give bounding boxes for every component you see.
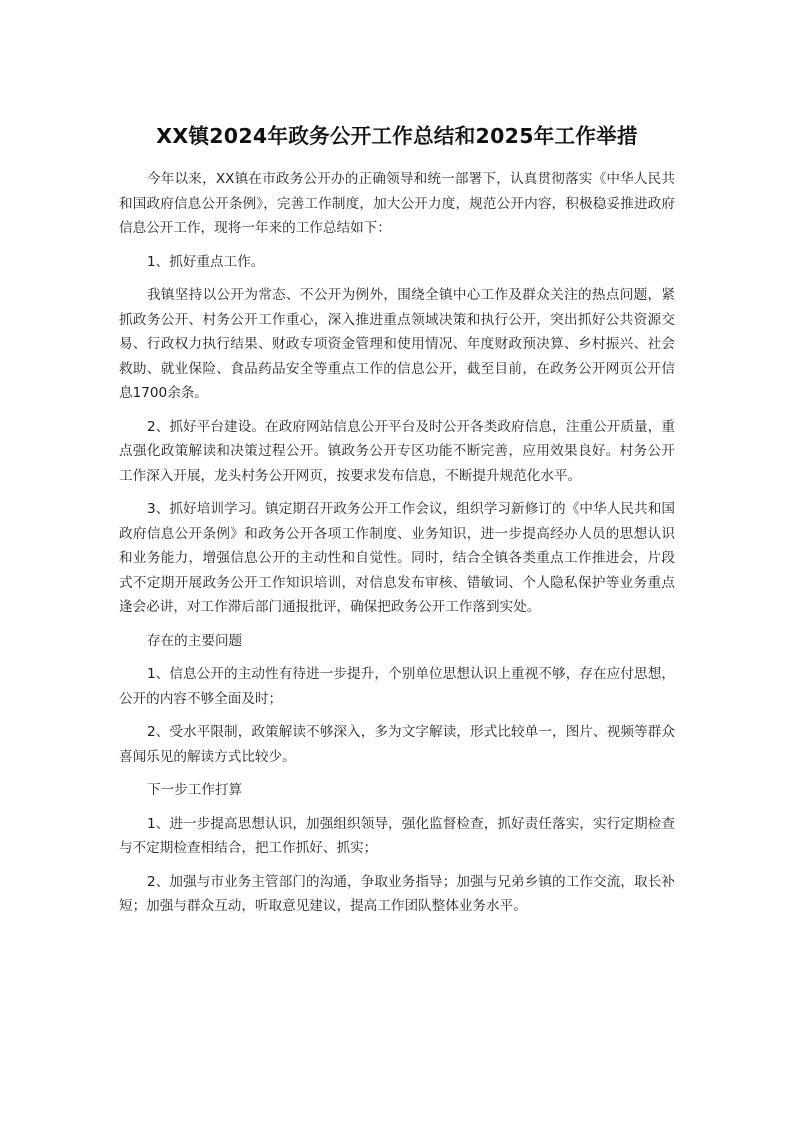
paragraph-item-heading: 1、抓好重点工作。 [147, 253, 265, 270]
paragraph-platform: 2、抓好平台建设。在政府网站信息公开平台及时公开各类政府信息，注重公开质量，重点强化政策解读和决策过程公开。镇政务公开专区功能不断完善，应用效果良好。村务公开工作深入开展，龙头村务公开网页，按要求发布信息，不断提升规范化水平。 [119, 418, 675, 484]
paragraph-intro: 今年以来，XX镇在市政务公开办的正确领导和统一部署下，认真贯彻落实《中华人民共和国政府信息公开条例》，完善工作制度，加大公开力度，规范公开内容，积极稳妥推进政府信息公开工作，现将一年来的工作总结如下： [119, 171, 675, 236]
paragraph-problem-2: 2、受水平限制，政策解读不够深入，多为文字解读，形式比较单一，图片、视频等群众喜闻乐见的解读方式比较少。 [119, 724, 675, 765]
paragraph-key-work: 我镇坚持以公开为常态、不公开为例外，围绕全镇中心工作及群众关注的热点问题，紧抓政务公开、村务公开工作重心，深入推进重点领域决策和执行公开，突出抓好公共资源交易、行政权力执行结果、财政专项资金管理和使用情况、年度财政预决算、乡村振兴、社会救助、就业保险、食品药品安全等重点工作的信息公开，截至目前，在政务公开网页公开信息1700余条。 [119, 287, 675, 401]
paragraph-next-step-2: 2、加强与市业务主管部门的沟通，争取业务指导；加强与兄弟乡镇的工作交流，取长补短；加强与群众互动，听取意见建议，提高工作团队整体业务水平。 [119, 873, 675, 914]
document-title: XX镇2024年政务公开工作总结和2025年工作举措 [156, 124, 638, 148]
paragraph-training: 3、抓好培训学习。镇定期召开政务公开工作会议，组织学习新修订的《中华人民共和国政府信息公开条例》和政务公开各项工作制度、业务知识，进一步提高经办人员的思想认识和业务能力，增强信息公开的主动性和自觉性。同时，结合全镇各类重点工作推进会，片段式不定期开展政务公开工作知识培训，对信息发布审核、错敏词、个人隐私保护等业务重点逢会必讲，对工作滞后部门通报批评，确保把政务公开工作落到实处。 [119, 501, 675, 615]
section-heading-problems: 存在的主要问题 [147, 632, 243, 649]
paragraph-problem-1: 1、信息公开的主动性有待进一步提升，个别单位思想认识上重视不够，存在应付思想，公开的内容不够全面及时； [119, 666, 675, 707]
document-body [119, 121, 675, 928]
paragraph-next-step-1: 1、进一步提高思想认识，加强组织领导，强化监督检查，抓好责任落实，实行定期检查与不定期检查相结合，把工作抓好、抓实； [119, 815, 675, 856]
section-heading-next-steps: 下一步工作打算 [147, 782, 243, 798]
